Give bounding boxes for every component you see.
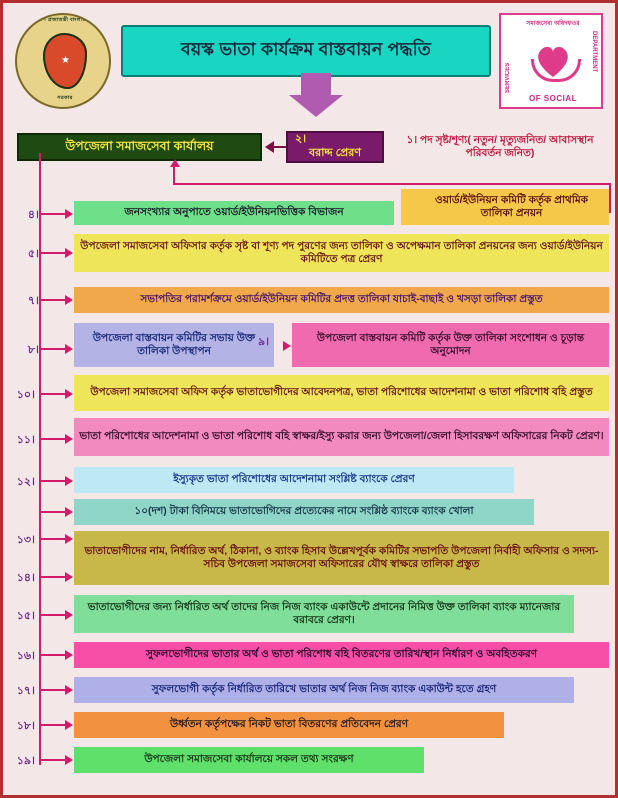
step-box-7 bbox=[74, 287, 609, 313]
office-box bbox=[17, 133, 262, 161]
step1-box bbox=[391, 127, 609, 167]
step-label-13-14: ভাতাভোগীদের নাম, নির্ধারিত অর্থ, ঠিকানা, ও ব্যাংক হিসাব উল্লেখপূর্বক কমিটির সভাপতি উপজেলা নির্বাহী অফিসার ও সদস্য-সচিব উপজেলা সমাজসেবা অফিসারের যৌথ স্বাক্ষরে তালিকা প্রস্তুত bbox=[84, 544, 599, 570]
arrow-12-icon bbox=[65, 476, 73, 486]
feedback-arrow-up-icon bbox=[170, 159, 180, 167]
connector-12 bbox=[41, 480, 67, 482]
step-box-17 bbox=[74, 677, 574, 703]
step-box-18 bbox=[74, 712, 504, 738]
logo-top-text: সমাজসেবা অধিদফতর bbox=[526, 21, 580, 27]
step-label-9: উপজেলা বাস্তবায়ন কমিটি কর্তৃক উক্ত তালিকা সংশোধন ও চূড়ান্ত অনুমোদন bbox=[316, 331, 585, 357]
arrow-19-icon bbox=[65, 755, 73, 765]
step2-number: ২। bbox=[295, 133, 307, 146]
connector-17 bbox=[41, 689, 67, 691]
connector-15 bbox=[41, 614, 67, 616]
step-number-17: ১৭। bbox=[16, 685, 35, 697]
flow-spine bbox=[39, 153, 41, 765]
step-number-15: ১৫। bbox=[16, 610, 35, 622]
star-icon: ★ bbox=[61, 55, 70, 66]
arrow-16-icon bbox=[65, 650, 73, 660]
arrow-8-icon bbox=[65, 344, 73, 354]
step-box-13-14 bbox=[74, 531, 609, 585]
step-label-6: ওয়ার্ড/ইউনিয়ন কমিটি কর্তৃক প্রাথমিক তালিকা প্রনয়ন bbox=[434, 193, 589, 219]
step-label-5: উপজেলা সমাজসেবা অফিসার কর্তৃক সৃষ্ট বা শূণ্য পদ পুরণের জন্য তালিকা ও অপেক্ষমান তালিকা প্রনয়নের জন্য ওয়ার্ড/ইউনিয়ন কমিটিতে পত্র প্রেরণ bbox=[80, 239, 603, 265]
connector-5 bbox=[41, 252, 67, 254]
arrow-10-icon bbox=[65, 389, 73, 399]
connector-8 bbox=[41, 348, 67, 350]
step-number-14: ১৪। bbox=[16, 572, 35, 584]
step-number-9: ৯। bbox=[258, 336, 270, 348]
step-label-11: ভাতা পরিশোধের আদেশনামা ও ভাতা পরিশোধ বহি স্বাক্ষর/ইস্যু করার জন্য উপজেলা/জেলা হিসাবরক্ষণ অফিসারের নিকট প্রেরণ। bbox=[79, 430, 604, 443]
step-box-10 bbox=[74, 375, 609, 411]
step-box-bank-open bbox=[74, 499, 534, 525]
arrow-17-icon bbox=[65, 685, 73, 695]
step-label-bank-open: ১০(দশ) টাকা বিনিময়ে ভাতাভোগিদের প্রত্যেকের নামে সংশ্লিষ্ঠ ব্যাংকে ব্যাংক খোলা bbox=[134, 505, 474, 518]
spine-top-connector bbox=[39, 161, 41, 213]
logo-bottom-text: OF SOCIAL bbox=[528, 94, 578, 103]
step-label-8: উপজেলা বাস্তবায়ন কমিটির সভায় উক্ত তালিকা উপস্থাপন bbox=[92, 331, 256, 357]
arrow-left-to-office-icon bbox=[265, 141, 274, 153]
step-number-12: ১২। bbox=[16, 476, 35, 488]
step-label-12: ইস্যুকৃত ভাতা পরিশোধের আদেশনামা সংশ্লিষ্ট ব্যাংকে প্রেরণ bbox=[173, 473, 415, 486]
step-box-5 bbox=[74, 234, 609, 272]
connector-16 bbox=[41, 654, 67, 656]
hands-icon bbox=[531, 59, 581, 82]
step-label-15: ভাতাভোগীদের জন্য নির্ধারিত অর্থ তাদের নিজ নিজ ব্যাংক একাউন্টে প্রদানের নিমিত্ত উক্ত তালিকা ব্যাংক ম্যানেজার বরাবরে প্রেরণ। bbox=[87, 600, 561, 626]
connector-4 bbox=[41, 213, 67, 215]
connector-18 bbox=[41, 724, 67, 726]
office-box-label: উপজেলা সমাজসেবা কার্যালয় bbox=[65, 139, 214, 154]
step-box-12 bbox=[74, 467, 514, 493]
step-number-19: ১৯। bbox=[16, 755, 35, 767]
step-number-16: ১৬। bbox=[16, 650, 35, 662]
page-title bbox=[121, 25, 491, 77]
step-box-15 bbox=[74, 595, 574, 633]
page-title-text: বয়স্ক ভাতা কার্যক্রম বাস্তবায়ন পদ্ধতি bbox=[180, 38, 432, 59]
step-box-9 bbox=[292, 323, 609, 367]
connector-11 bbox=[41, 438, 67, 440]
connector-10 bbox=[41, 393, 67, 395]
step2-box bbox=[286, 131, 384, 163]
seal-bottom-text: সরকার bbox=[57, 95, 73, 101]
step-number-8: ৮। bbox=[27, 344, 39, 356]
step-label-4: জনসংখ্যার অনুপাতে ওয়ার্ড/ইউনিয়নভিত্তিক বিভাজন bbox=[124, 206, 344, 219]
step-box-19 bbox=[74, 747, 424, 773]
arrow-bank-open-icon bbox=[65, 507, 73, 517]
arrow-5-icon bbox=[65, 248, 73, 258]
arrow-4-icon bbox=[65, 209, 73, 219]
feedback-line-right bbox=[609, 183, 611, 213]
government-seal-icon bbox=[15, 13, 111, 109]
connector-13 bbox=[41, 538, 67, 540]
step1-label: ১। পদ সৃষ্ট/শূণ্য( নতুন/ মৃত্যুজনিত/ আবাসস্থান পরিবর্তন জনিত) bbox=[406, 133, 594, 159]
logo-left-text: SERVICES bbox=[505, 62, 511, 93]
step-number-10: ১০। bbox=[16, 389, 35, 401]
step-box-11 bbox=[74, 418, 609, 456]
step-number-7: ৭। bbox=[27, 295, 39, 307]
connector-7 bbox=[41, 299, 67, 301]
arrow-7-icon bbox=[65, 295, 73, 305]
feedback-line-horizontal bbox=[173, 183, 611, 185]
logo-right-text: DEPARTMENT bbox=[591, 31, 597, 73]
flow-arrow-down-icon bbox=[289, 73, 343, 117]
arrow-11-icon bbox=[65, 434, 73, 444]
step-number-18: ১৮। bbox=[16, 720, 35, 732]
step-label-18: উর্ধ্বতন কর্তৃপক্ষের নিকট ভাতা বিতরণের প্রতিবেদন প্রেরণ bbox=[169, 718, 409, 731]
connector-14 bbox=[41, 576, 67, 578]
step-number-5: ৫। bbox=[27, 248, 39, 260]
step-label-7: সভাপতির পরামর্শক্রমে ওয়ার্ড/ইউনিয়ন কমিটির প্রদত্ত তালিকা যাচাই-বাছাই ও খসড়া তালিকা প্রস্তুত bbox=[140, 293, 543, 306]
step-box-4 bbox=[74, 201, 394, 225]
step-number-11: ১১। bbox=[16, 434, 35, 446]
step-label-16: সুফলভোগীদের ভাতার অর্থ ও ভাতা পরিশোধ বহি বিতরণের তারিখ/স্থান নির্ধারণ ও অবহিতকরণ bbox=[145, 648, 538, 661]
feedback-line-left bbox=[173, 165, 175, 185]
connector-19 bbox=[41, 759, 67, 761]
connector-office-step2 bbox=[274, 146, 286, 148]
arrow-18-icon bbox=[65, 720, 73, 730]
step-label-10: উপজেলা সমাজসেবা অফিস কর্তৃক ভাতাভোগীদের আবেদনপত্র, ভাতা পরিশোধের আদেশনামা ও ভাতা পরিশোধ বহি প্রস্তুত bbox=[90, 386, 593, 399]
arrow-15-icon bbox=[65, 610, 73, 620]
step-label-17: সুফলভোগী কর্তৃক নির্ধারিত তারিখে ভাতার অর্থ নিজ নিজ ব্যাংক একাউন্ট হতে গ্রহণ bbox=[151, 683, 497, 696]
arrow-13-icon bbox=[65, 534, 73, 544]
step-box-6 bbox=[401, 189, 609, 225]
step-number-4: ৪। bbox=[27, 209, 39, 221]
seal-top-text: গণ প্রজাতন্ত্রী বাংলাদেশ bbox=[39, 17, 91, 23]
step-box-8 bbox=[74, 323, 274, 367]
connector-bank-open bbox=[41, 511, 67, 513]
step-number-13: ১৩। bbox=[16, 534, 35, 546]
step-label-19: উপজেলা সমাজসেবা কার্যালয়ে সকল তথ্য সংরক্ষণ bbox=[144, 753, 354, 766]
arrow-14-icon bbox=[65, 572, 73, 582]
step2-label: বরাদ্দ প্রেরণ bbox=[309, 147, 361, 159]
step-box-16 bbox=[74, 642, 609, 668]
department-logo-icon bbox=[499, 13, 603, 109]
arrow-9-icon bbox=[283, 341, 291, 351]
